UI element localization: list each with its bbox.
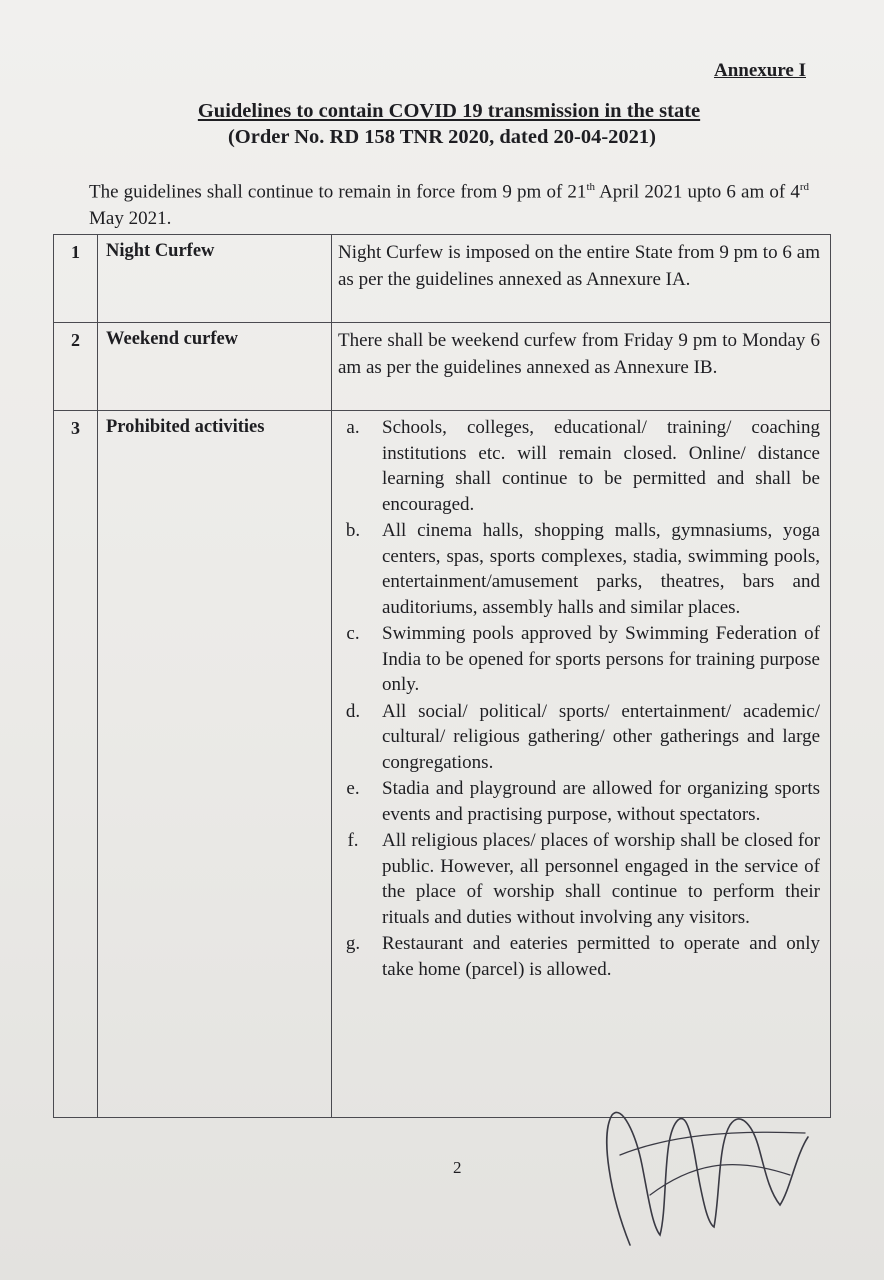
list-item xyxy=(338,699,820,776)
item-letter: c. xyxy=(346,623,360,644)
item-letter: g. xyxy=(345,933,361,954)
title-line-1: Guidelines to contain COVID 19 transmission in the state xyxy=(197,100,701,122)
row-description xyxy=(332,411,831,1118)
item-letter: f. xyxy=(347,830,359,851)
list-item xyxy=(338,931,820,982)
item-text: Restaurant and eateries permitted to operate and only take home (parcel) is allowed. xyxy=(382,933,820,980)
row-number: 1 xyxy=(54,235,98,323)
row-description: Night Curfew is imposed on the entire State from 9 pm to 6 am as per the guidelines annexed as Annexure IA. xyxy=(332,235,831,323)
list-item xyxy=(338,828,820,930)
document-title xyxy=(0,98,884,150)
row-number: 2 xyxy=(54,323,98,411)
list-item xyxy=(338,776,820,827)
list-item xyxy=(338,621,820,698)
row-heading: Night Curfew xyxy=(98,235,332,323)
intro-sup-1: th xyxy=(586,181,595,193)
item-letter: d. xyxy=(345,700,361,722)
intro-part-1: The guidelines shall continue to remain in force from 9 pm of 21 xyxy=(89,181,587,203)
list-item xyxy=(338,518,820,620)
item-text: Swimming pools approved by Swimming Federation of India to be opened for sports persons for training purpose only. xyxy=(382,623,820,695)
item-text: All social/ political/ sports/ entertainment/ academic/ cultural/ religious gathering/ other gatherings and large congregations. xyxy=(382,700,820,773)
row-number: 3 xyxy=(54,411,98,1118)
annexure-label: Annexure I xyxy=(713,60,806,81)
item-letter: b. xyxy=(345,520,361,541)
item-text: Stadia and playground are allowed for organizing sports events and practising purpose, without spectators. xyxy=(382,778,820,825)
list-item xyxy=(338,415,820,517)
intro-part-2: April 2021 upto 6 am of 4 xyxy=(595,181,800,203)
title-line-2: (Order No. RD 158 TNR 2020, dated 20-04-2021) xyxy=(227,126,656,148)
intro-sup-2: rd xyxy=(799,181,809,193)
item-letter: a. xyxy=(346,417,360,438)
table-row xyxy=(54,323,831,411)
intro-paragraph xyxy=(89,174,809,232)
table-row xyxy=(54,235,831,323)
item-text: All cinema halls, shopping malls, gymnasiums, yoga centers, spas, sports complexes, stadia, swimming pools, entertainment/amusement parks, theatres, bars and auditoriums, assembly halls and similar places. xyxy=(382,520,820,618)
item-letter: e. xyxy=(346,778,360,799)
item-text: Schools, colleges, educational/ training/ coaching institutions etc. will remain closed. Online/ distance learning shall continue to be permitted and shall be encouraged. xyxy=(382,417,820,515)
row-heading: Prohibited activities xyxy=(98,411,332,1118)
signature-mark xyxy=(590,1095,820,1255)
table-row xyxy=(54,411,831,1118)
item-text: All religious places/ places of worship shall be closed for public. However, all personnel engaged in the service of the place of worship shall continue to perform their rituals and duties without involving any visitors. xyxy=(382,830,820,928)
page-number: 2 xyxy=(453,1158,462,1177)
intro-part-3: May 2021. xyxy=(89,208,172,230)
row-description: There shall be weekend curfew from Friday 9 pm to Monday 6 am as per the guidelines annexed as Annexure IB. xyxy=(332,323,831,411)
guidelines-table xyxy=(53,234,831,1118)
prohibited-activities-list xyxy=(338,415,820,982)
row-heading: Weekend curfew xyxy=(98,323,332,411)
